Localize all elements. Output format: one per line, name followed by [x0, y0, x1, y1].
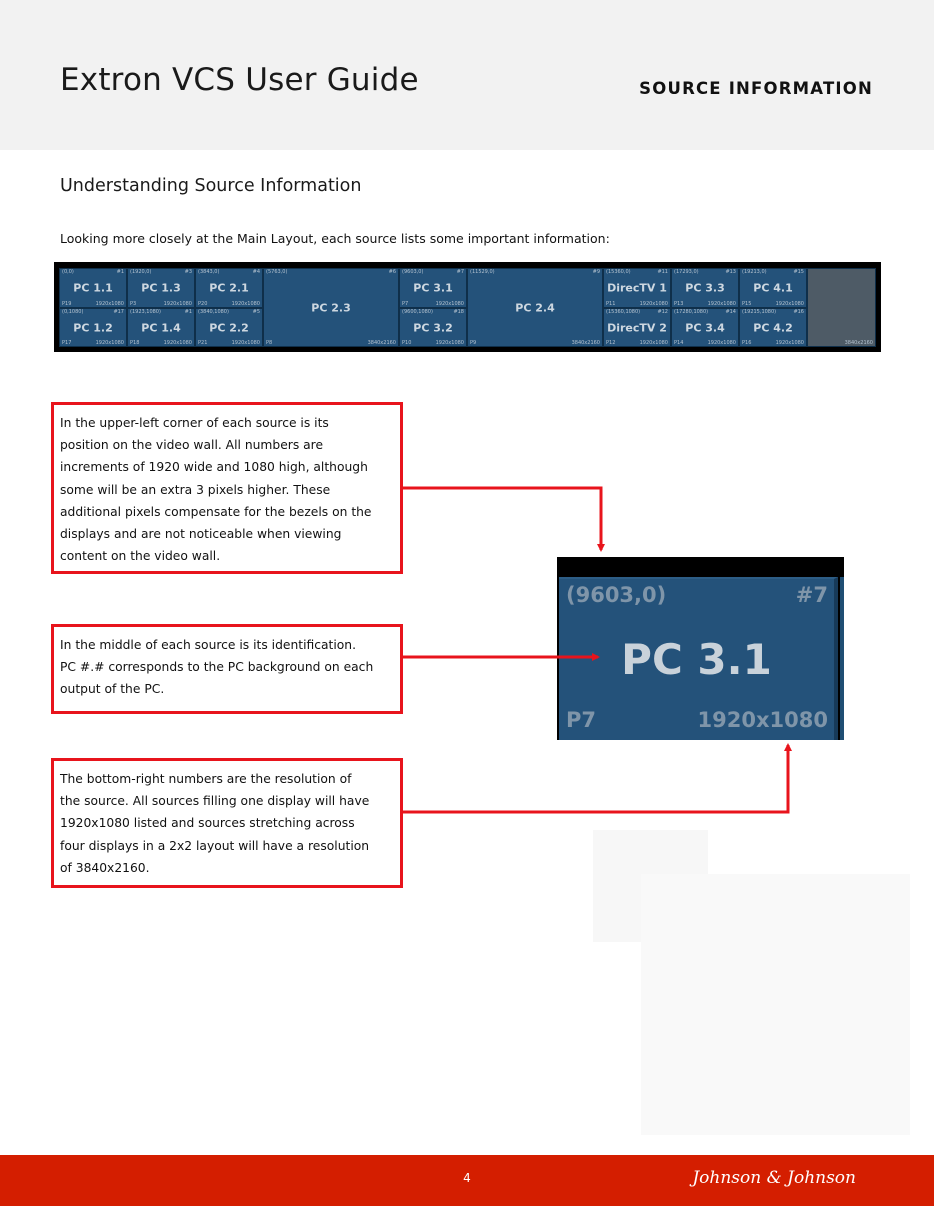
source-tile — [603, 308, 671, 347]
tile-resolution: 3840x2160 — [571, 340, 600, 346]
tile-number: #7 — [456, 269, 464, 275]
tile-port: P21 — [198, 340, 208, 346]
source-tile — [807, 268, 876, 347]
tile-number: #14 — [725, 309, 736, 315]
tile-resolution: 1920x1080 — [231, 340, 260, 346]
callout-resolution-text: The bottom-right numbers are the resolution of the source. All sources filling one display will have 1920x1080 listed and sources stretching across four displays in a 2x2 layout will have a resolution of 3840x2160. — [60, 772, 370, 875]
tile-position: (17293,0) — [674, 269, 699, 275]
tile-resolution: 1920x1080 — [639, 340, 668, 346]
tile-number: #13 — [725, 269, 736, 275]
section-label: SOURCE INFORMATION — [639, 79, 873, 98]
tile-number: #1 — [116, 269, 124, 275]
tile-identification: PC 2.3 — [311, 301, 351, 314]
tile-port: P17 — [62, 340, 72, 346]
tile-number: #9 — [592, 269, 600, 275]
source-tile — [467, 268, 603, 347]
callout-identification — [51, 624, 403, 714]
source-tile — [739, 268, 807, 308]
tile-port: P3 — [130, 301, 137, 307]
tile-port: P20 — [198, 301, 208, 307]
source-tile — [739, 308, 807, 347]
tile-port: P18 — [130, 340, 140, 346]
tile-position: (19213,0) — [742, 269, 767, 275]
tile-identification: PC 2.2 — [209, 321, 249, 334]
tile-position: (1920,0) — [130, 269, 152, 275]
tile-port: P16 — [742, 340, 752, 346]
source-tile — [399, 268, 467, 308]
tile-identification: PC 4.1 — [753, 281, 793, 295]
tile-position: (15360,0) — [606, 269, 631, 275]
tile-resolution: 1920x1080 — [95, 301, 124, 307]
zoomed-tile-port: P7 — [566, 708, 597, 732]
source-tile — [671, 268, 739, 308]
tile-number: #18 — [453, 309, 464, 315]
callout-position — [51, 402, 403, 574]
section-heading: Understanding Source Information — [60, 176, 362, 196]
tile-number: #12 — [657, 309, 668, 315]
tile-position: (19215,1080) — [742, 309, 777, 315]
tile-number: #15 — [793, 269, 804, 275]
tile-port: P19 — [62, 301, 72, 307]
tile-number: #6 — [388, 269, 396, 275]
tile-resolution: 1920x1080 — [435, 301, 464, 307]
tile-position: (9603,0) — [402, 269, 424, 275]
tile-position: (1923,1080) — [130, 309, 161, 315]
tile-resolution: 1920x1080 — [435, 340, 464, 346]
tile-port: P12 — [606, 340, 616, 346]
tile-identification: PC 3.4 — [685, 321, 725, 334]
tile-identification: PC 3.1 — [413, 281, 453, 295]
tile-resolution: 1920x1080 — [163, 340, 192, 346]
tile-number: #16 — [793, 309, 804, 315]
callout-resolution — [51, 758, 403, 888]
tile-resolution: 1920x1080 — [95, 340, 124, 346]
zoomed-tile-number: #7 — [795, 583, 828, 607]
page-footer — [0, 1155, 934, 1206]
zoomed-tile-body — [559, 577, 838, 740]
tile-port: P15 — [742, 301, 752, 307]
tile-resolution: 1920x1080 — [775, 301, 804, 307]
tile-position: (3843,0) — [198, 269, 220, 275]
tile-position: (0,0) — [62, 269, 74, 275]
tile-resolution: 1920x1080 — [163, 301, 192, 307]
tile-identification: PC 2.4 — [515, 301, 555, 314]
intro-paragraph: Looking more closely at the Main Layout, each source lists some important information: — [60, 231, 610, 246]
document-title: Extron VCS User Guide — [60, 62, 419, 98]
tile-number: #17 — [113, 309, 124, 315]
source-tile — [671, 308, 739, 347]
tile-resolution: 1920x1080 — [707, 301, 736, 307]
tile-port: P7 — [402, 301, 409, 307]
page-header — [0, 0, 934, 150]
source-tile — [127, 308, 195, 347]
brand-logo: Johnson & Johnson — [692, 1168, 856, 1188]
tile-port: P9 — [470, 340, 477, 346]
source-tile — [59, 308, 127, 347]
decorative-square — [641, 874, 910, 1135]
tile-identification: DirecTV 2 — [607, 321, 667, 334]
tile-number: #4 — [252, 269, 260, 275]
page-number: 4 — [463, 1171, 471, 1185]
source-tile — [127, 268, 195, 308]
source-tile — [59, 268, 127, 308]
tile-number: #11 — [657, 269, 668, 275]
callout-position-text: In the upper-left corner of each source is its position on the video wall. All numbers are increments of 1920 wide and 1080 high, although some will be an extra 3 pixels higher. These additional pixels compensate for the bezels on the displays and are not noticeable when viewing content on the video wall. — [60, 416, 372, 564]
tile-identification: PC 3.2 — [413, 321, 453, 334]
tile-resolution: 3840x2160 — [844, 340, 873, 346]
tile-position: (17280,1080) — [674, 309, 709, 315]
tile-identification: PC 1.1 — [73, 281, 113, 295]
tile-identification: DirecTV 1 — [607, 281, 667, 295]
tile-position: (3840,1080) — [198, 309, 229, 315]
zoomed-tile-edge — [840, 577, 844, 740]
tile-position: (15360,1080) — [606, 309, 641, 315]
tile-resolution: 1920x1080 — [775, 340, 804, 346]
callout-identification-text: In the middle of each source is its identification. PC #.# corresponds to the PC background on each output of the PC. — [60, 638, 374, 697]
zoomed-tile-position: (9603,0) — [566, 583, 667, 607]
tile-identification: PC 1.2 — [73, 321, 113, 334]
source-tile — [263, 268, 399, 347]
tile-port: P14 — [674, 340, 684, 346]
tile-port: P13 — [674, 301, 684, 307]
main-layout-screenshot — [54, 262, 881, 352]
source-tile — [603, 268, 671, 308]
zoomed-source-tile — [557, 557, 844, 740]
main-layout-canvas — [59, 268, 876, 347]
tile-resolution: 1920x1080 — [707, 340, 736, 346]
arrow-position — [403, 488, 601, 550]
tile-identification: PC 1.4 — [141, 321, 181, 334]
arrow-resolution — [403, 745, 788, 812]
tile-port: P11 — [606, 301, 616, 307]
tile-identification: PC 1.3 — [141, 281, 181, 295]
source-tile — [195, 308, 263, 347]
tile-position: (0,1080) — [62, 309, 84, 315]
tile-position: (5763,0) — [266, 269, 288, 275]
tile-position: (11529,0) — [470, 269, 495, 275]
tile-number: #5 — [252, 309, 260, 315]
tile-number: #3 — [184, 269, 192, 275]
tile-resolution: 3840x2160 — [367, 340, 396, 346]
tile-resolution: 1920x1080 — [639, 301, 668, 307]
tile-position: (9600,1080) — [402, 309, 433, 315]
tile-port: P8 — [266, 340, 273, 346]
zoomed-tile-identification: PC 3.1 — [621, 635, 772, 684]
zoomed-tile-resolution: 1920x1080 — [697, 708, 828, 732]
source-tile — [195, 268, 263, 308]
tile-identification: PC 3.3 — [685, 281, 725, 295]
tile-identification: PC 4.2 — [753, 321, 793, 334]
tile-number: #1 — [184, 309, 192, 315]
tile-resolution: 1920x1080 — [231, 301, 260, 307]
tile-identification: PC 2.1 — [209, 281, 249, 295]
source-tile — [399, 308, 467, 347]
tile-port: P10 — [402, 340, 412, 346]
